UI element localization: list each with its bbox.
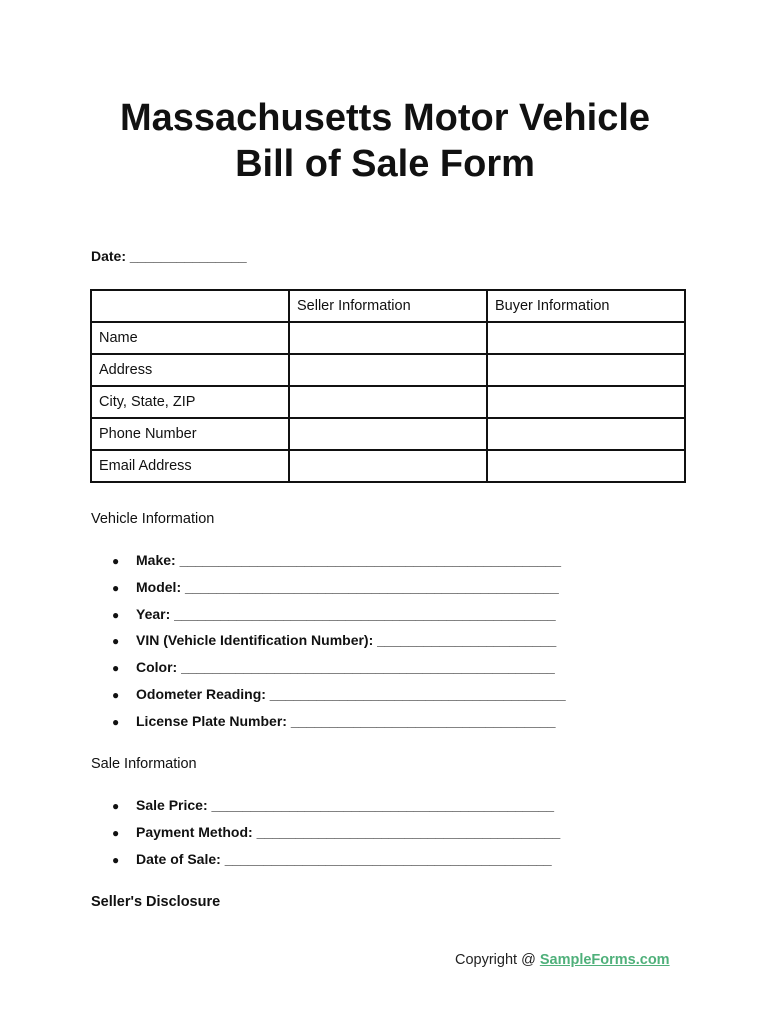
party-info-table	[90, 289, 686, 483]
sale-info-heading: Sale Information	[91, 756, 197, 772]
buyer-name-cell[interactable]	[487, 322, 685, 354]
year-field: Year: _________________________________________________	[136, 605, 556, 622]
table-row	[91, 418, 685, 450]
table-header-seller: Seller Information	[289, 290, 487, 322]
bullet-icon: ●	[112, 554, 120, 568]
buyer-address-cell[interactable]	[487, 354, 685, 386]
bullet-icon: ●	[112, 852, 120, 867]
row-label-email: Email Address	[91, 450, 289, 482]
row-label-city-state-zip: City, State, ZIP	[91, 386, 289, 418]
license-plate-field: License Plate Number: __________________________________	[136, 712, 556, 729]
table-header-row	[91, 290, 685, 322]
sale-price-field: Sale Price: ____________________________________________	[136, 797, 555, 813]
row-label-address: Address	[91, 354, 289, 386]
vehicle-info-heading: Vehicle Information	[91, 511, 215, 527]
vin-field: VIN (Vehicle Identification Number): _______________________	[136, 632, 557, 649]
make-field: Make: _________________________________________________	[136, 552, 562, 568]
page-title	[0, 95, 770, 187]
list-item[interactable]	[112, 627, 566, 654]
buyer-email-cell[interactable]	[487, 450, 685, 482]
seller-name-cell[interactable]	[289, 322, 487, 354]
bullet-icon: ●	[112, 580, 120, 595]
payment-method-field: Payment Method: _______________________________________	[136, 823, 561, 840]
bullet-icon: ●	[112, 825, 120, 840]
list-item[interactable]	[112, 547, 566, 574]
color-field: Color: ________________________________________________	[136, 659, 555, 676]
sampleforms-link[interactable]: SampleForms.com	[539, 952, 670, 968]
sale-info-list	[112, 792, 560, 872]
table-row	[91, 450, 685, 482]
bullet-icon: ●	[112, 634, 120, 649]
date-of-sale-field: Date of Sale: __________________________________________	[136, 850, 552, 867]
vehicle-info-list	[112, 547, 566, 735]
seller-address-cell[interactable]	[289, 354, 487, 386]
bullet-icon: ●	[112, 714, 120, 729]
list-item[interactable]	[112, 574, 566, 601]
list-item[interactable]	[112, 819, 560, 846]
seller-disclosure-heading: Seller's Disclosure	[91, 894, 221, 910]
list-item[interactable]	[112, 601, 566, 628]
table-row	[91, 354, 685, 386]
list-item[interactable]	[112, 792, 560, 819]
list-item[interactable]	[112, 681, 566, 708]
seller-email-cell[interactable]	[289, 450, 487, 482]
table-row	[91, 386, 685, 418]
list-item[interactable]	[112, 654, 566, 681]
bullet-icon: ●	[112, 799, 120, 813]
row-label-name: Name	[91, 322, 289, 354]
copyright-text: Copyright @	[455, 952, 540, 968]
buyer-phone-cell[interactable]	[487, 418, 685, 450]
bullet-icon: ●	[112, 607, 120, 622]
copyright-footer	[455, 952, 670, 968]
bullet-icon: ●	[112, 687, 120, 702]
row-label-phone: Phone Number	[91, 418, 289, 450]
table-header-blank	[91, 290, 289, 322]
odometer-field: Odometer Reading: ______________________________________	[136, 685, 566, 702]
buyer-city-cell[interactable]	[487, 386, 685, 418]
bullet-icon: ●	[112, 661, 120, 676]
date-field[interactable]: Date: _______________	[91, 248, 247, 264]
table-header-buyer: Buyer Information	[487, 290, 685, 322]
title-line-2: Bill of Sale Form	[235, 143, 535, 185]
table-row	[91, 322, 685, 354]
list-item[interactable]	[112, 846, 560, 873]
list-item[interactable]	[112, 708, 566, 735]
seller-city-cell[interactable]	[289, 386, 487, 418]
title-line-1: Massachusetts Motor Vehicle	[119, 97, 651, 139]
model-field: Model: ________________________________________________	[136, 578, 559, 595]
seller-phone-cell[interactable]	[289, 418, 487, 450]
